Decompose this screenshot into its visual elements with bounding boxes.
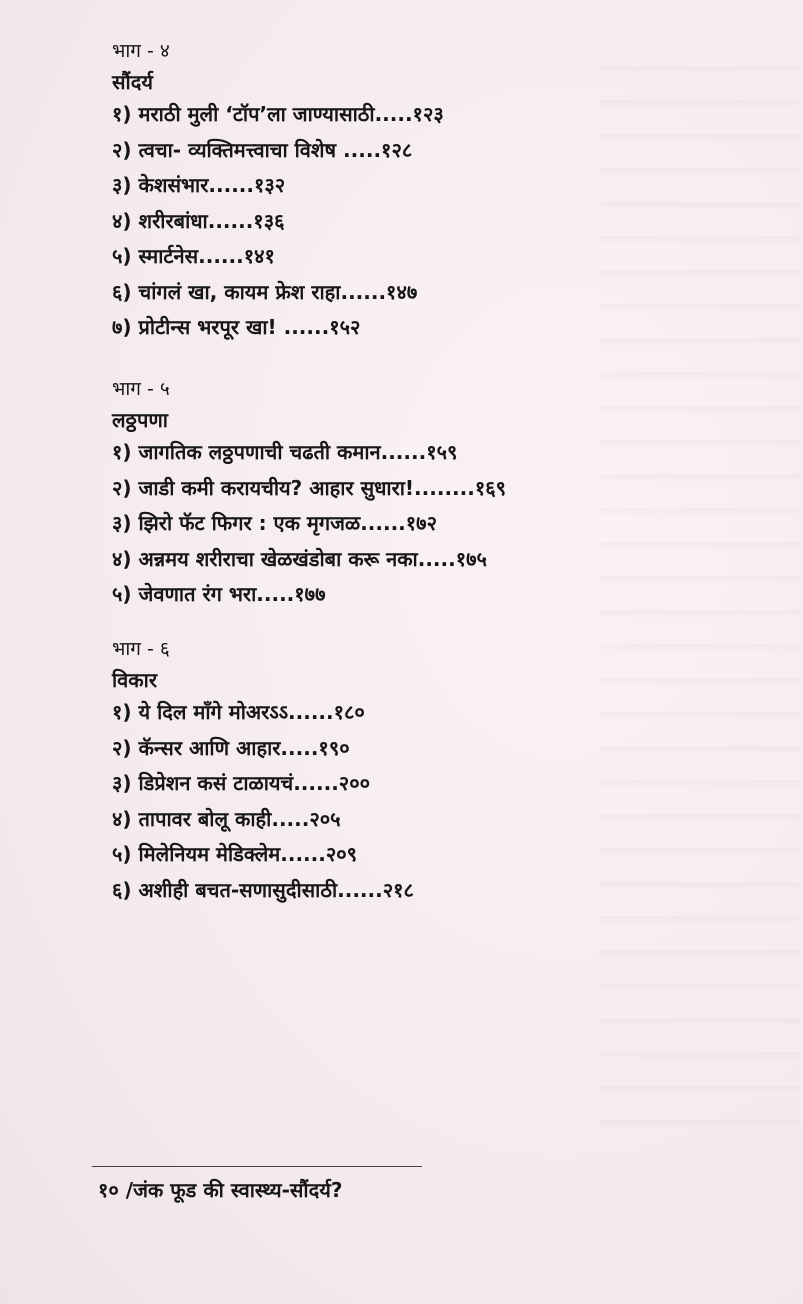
toc-entry: १) मराठी मुली ‘टॉप’ला जाण्यासाठी.....१२३: [112, 102, 444, 126]
toc-entry: १) ये दिल माँगे मोअरऽऽ......१८०: [112, 700, 365, 724]
toc-entry: ६) अशीही बचत-सणासुदीसाठी......२१८: [112, 877, 414, 902]
toc-entry: १) जागतिक लठ्ठपणाची चढती कमान......१५९: [112, 440, 458, 464]
toc-entry: ३) झिरो फॅट फिगर : एक मृगजळ......१७२: [112, 511, 437, 535]
toc-entry: ५) जेवणात रंग भरा.....१७७: [112, 582, 326, 606]
toc-entry: ४) तापावर बोलू काही.....२०५: [112, 806, 341, 831]
toc-entry: ७) प्रोटीन्स भरपूर खा! ......१५२: [112, 315, 361, 339]
part-label: भाग - ४: [112, 40, 170, 62]
toc-entry: ४) अन्नमय शरीराचा खेळखंडोबा करू नका.....१७५: [112, 546, 487, 571]
part-title: सौंदर्य: [112, 70, 153, 94]
toc-section-part-6: [112, 636, 414, 911]
toc-entry: ४) शरीरबांधा......१३६: [112, 208, 285, 233]
part-label: भाग - ६: [112, 638, 170, 660]
part-title: लठ्ठपणा: [112, 408, 168, 432]
toc-section-part-5: [112, 376, 506, 616]
toc-entry: २) जाडी कमी करायचीय? आहार सुधारा!........१६९: [112, 475, 507, 500]
footer-divider: [92, 1166, 422, 1167]
toc-entry: २) कॅन्सर आणि आहार.....१९०: [112, 735, 350, 760]
part-label: भाग - ५: [112, 378, 170, 400]
show-through-text: [600, 40, 800, 1140]
page-footer: १० /जंक फूड की स्वास्थ्य-सौंदर्य?: [98, 1178, 343, 1202]
part-title: विकार: [112, 668, 158, 692]
toc-entry: ३) केशसंभार......१३२: [112, 173, 286, 197]
toc-entry: ६) चांगलं खा, कायम फ्रेश राहा......१४७: [112, 279, 418, 304]
toc-entry: ५) मिलेनियम मेडिक्लेम......२०९: [112, 842, 358, 866]
toc-entry: ५) स्मार्टनेस......१४१: [112, 244, 275, 268]
toc-entry: ३) डिप्रेशन कसं टाळायचं......२००: [112, 771, 370, 795]
toc-entry: २) त्वचा- व्यक्तिमत्त्वाचा विशेष .....१२८: [112, 137, 413, 162]
toc-section-part-4: [112, 38, 444, 349]
